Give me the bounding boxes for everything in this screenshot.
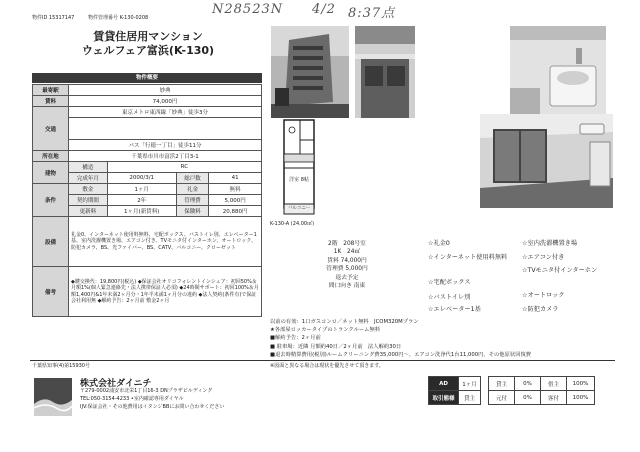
- built-value: 2000/3/1: [107, 173, 176, 184]
- fee-table: [428, 376, 595, 405]
- built-label: 完成年月: [69, 173, 108, 184]
- traffic-1: 東京メトロ東西線「妙典」徒歩3分: [69, 107, 262, 118]
- option-item: ☆バストイレ別: [428, 294, 471, 301]
- option-item: ☆宅配ボックス: [428, 279, 471, 286]
- mgmt-fee-label: 管理費: [176, 195, 209, 206]
- handwritten-code: N28523N: [212, 2, 284, 17]
- license-number: 千葉県知事(4)第15930号: [32, 363, 90, 369]
- station-label: 最寄駅: [33, 85, 69, 96]
- transaction-mode-value: 貸主: [459, 391, 481, 405]
- traffic-label: 交通: [33, 107, 69, 151]
- section-header: 物件概要: [32, 73, 262, 83]
- units-value: 41: [209, 173, 262, 184]
- structure-label: 構造: [69, 162, 108, 173]
- title-line-2: ウェルフェア富浜(K-130): [81, 43, 215, 57]
- origin-label: 元付: [489, 391, 515, 405]
- renewal-value: 1ヶ月(新賃料): [107, 206, 176, 217]
- room-orientation: 間口向き 南東: [328, 282, 366, 289]
- note-line: ■退去時精算費用(税別)ルームクリーニング費35,000円〜、エアコン洗浄代1台11,000円、その他原状回復費: [270, 351, 532, 358]
- deposit-value: 1ヶ月: [107, 184, 176, 195]
- contract-label: 契約期間: [69, 195, 108, 206]
- notes-block: [270, 318, 615, 359]
- structure-value: RC: [107, 162, 261, 173]
- option-item: ☆防犯カメラ: [522, 306, 559, 313]
- mgmt-fee-value: 5,000円: [209, 195, 262, 206]
- room-info: [278, 240, 416, 290]
- agent-pct: 100%: [567, 391, 595, 405]
- renewal-label: 更新料: [69, 206, 108, 217]
- room-layout: 1K 24㎡: [333, 249, 361, 256]
- title-line-1: 賃貸住居用マンション: [93, 30, 203, 43]
- floorplan-room-label: 洋室 8帖: [289, 177, 309, 183]
- room-mgmt-fee: 管理費 5,000円: [326, 266, 368, 273]
- note-line: ■ 駐車場：近隣 月額約40日／2ヶ月前 法人解約30日: [270, 343, 402, 350]
- company-disclaimer: IJV:保証会社・その他費用はイタンジBBにお問い合わせください: [80, 404, 225, 410]
- lessee-pct: 100%: [567, 377, 595, 391]
- company-logo: [34, 378, 72, 416]
- address-value: 千葉県市川市富浜2丁目3-1: [69, 151, 262, 162]
- floorplan-balcony-label: バルコニー: [287, 206, 311, 211]
- option-item: ☆礼金0: [428, 240, 450, 247]
- building-label: 建物: [33, 162, 69, 184]
- facilities-value: 礼金0、インターネット使用料無料、宅配ボックス、バストイレ別、エレベーター1基、室内洗濯機置き場、エアコン付き、TVモニタ付インターホン、オートロック、防犯カメラ、BS、光ファイバー、BS、CATV、バルコニー、クローゼット: [69, 217, 262, 267]
- key-money-label: 礼金: [176, 184, 209, 195]
- station-value: 妙典: [69, 85, 262, 96]
- remarks-label: 備考: [33, 267, 69, 317]
- insurance-label: 保険料: [176, 206, 209, 217]
- conditions-label: 条件: [33, 184, 69, 217]
- room-interior-photo: [480, 114, 613, 208]
- option-item: ☆室内洗濯機置き場: [522, 240, 578, 247]
- spec-table: [32, 84, 262, 317]
- handwritten-date: 4/2: [312, 2, 336, 17]
- insurance-value: 20,880円: [209, 206, 262, 217]
- room-move-in: 退去予定: [335, 274, 359, 281]
- contract-value: 2年: [107, 195, 176, 206]
- option-item: ☆エアコン付き: [522, 254, 565, 261]
- ad-value: 1ヶ月: [459, 377, 481, 391]
- floorplan-caption: K-130-A (24.00㎡): [270, 221, 315, 227]
- management-number: 物件管理番号 K-130-0208: [88, 15, 149, 21]
- transaction-mode-label: 取引態様: [429, 391, 459, 405]
- floorplan: [270, 118, 340, 226]
- traffic-empty: [69, 118, 262, 140]
- option-item: ☆TVモニタ付インターホン: [522, 267, 598, 274]
- remarks-value: ◆鍵交換代：19,800円(税込) ◆保証会社オリコフォレントインシュア：初回50%＆月額1%(個人緊急連絡先・法人携帯保証人必須) ◆24時間サポート：初回100%＆月額1,400円&1年未満2ヶ月分・1年半未満1ヶ月分の違約 ◆法人契約(条件有)で保証会社利用無 ◆解約予告：2ヶ月前 敷金2ヶ月: [69, 267, 262, 317]
- building-exterior-photo: [271, 26, 349, 118]
- divider: [30, 360, 615, 361]
- option-item: ☆エレベーター1基: [428, 306, 481, 313]
- facilities-label: 設備: [33, 217, 69, 267]
- room-floor-number: 2階 208号室: [328, 241, 366, 247]
- traffic-2: バス「行徳一丁目」徒歩11分: [69, 140, 262, 151]
- note-line: 以前の有効：1口ガスコンロ／ネット無料 JCOM320Mプラン: [270, 319, 419, 325]
- lessor-pct: 0%: [515, 377, 541, 391]
- company-name: 株式会社ダイニチ: [80, 379, 152, 389]
- units-label: 総戸数: [176, 173, 209, 184]
- kitchen-photo: [355, 26, 415, 118]
- option-item: ☆オートロック: [522, 292, 565, 299]
- note-line: ■解約予告：2ヶ月前: [270, 335, 321, 342]
- origin-pct: 0%: [515, 391, 541, 405]
- company-tel: TEL:050-3154-4233 •室内確認専用ダイヤル: [80, 396, 184, 402]
- washroom-photo: [510, 26, 606, 118]
- handwritten-note: 8:37点: [348, 6, 396, 21]
- room-rent: 賃料 74,000円: [327, 257, 367, 264]
- rent-label: 賃料: [33, 96, 69, 107]
- lessor-label: 貸主: [489, 377, 515, 391]
- ad-label: AD: [429, 377, 459, 391]
- agent-label: 客付: [541, 391, 567, 405]
- lessee-label: 借主: [541, 377, 567, 391]
- deposit-label: 敷金: [69, 184, 108, 195]
- rent-value: 74,000円: [69, 96, 262, 107]
- property-id: 物件ID 15317147: [32, 15, 75, 21]
- company-address: 〒279-0002浦安市北栄1丁目16-3 DNプラザビルディング: [80, 388, 213, 394]
- page-title: [32, 30, 264, 58]
- address-label: 所在地: [33, 151, 69, 162]
- key-money-value: 無料: [209, 184, 262, 195]
- note-line: ★各部屋ロッカータイプのトランクルーム無料: [270, 327, 381, 334]
- option-item: ☆インターネット使用料無料: [428, 254, 508, 261]
- notice-text: ※図面と異なる場合は現状を優先させて頂きます。: [270, 363, 384, 369]
